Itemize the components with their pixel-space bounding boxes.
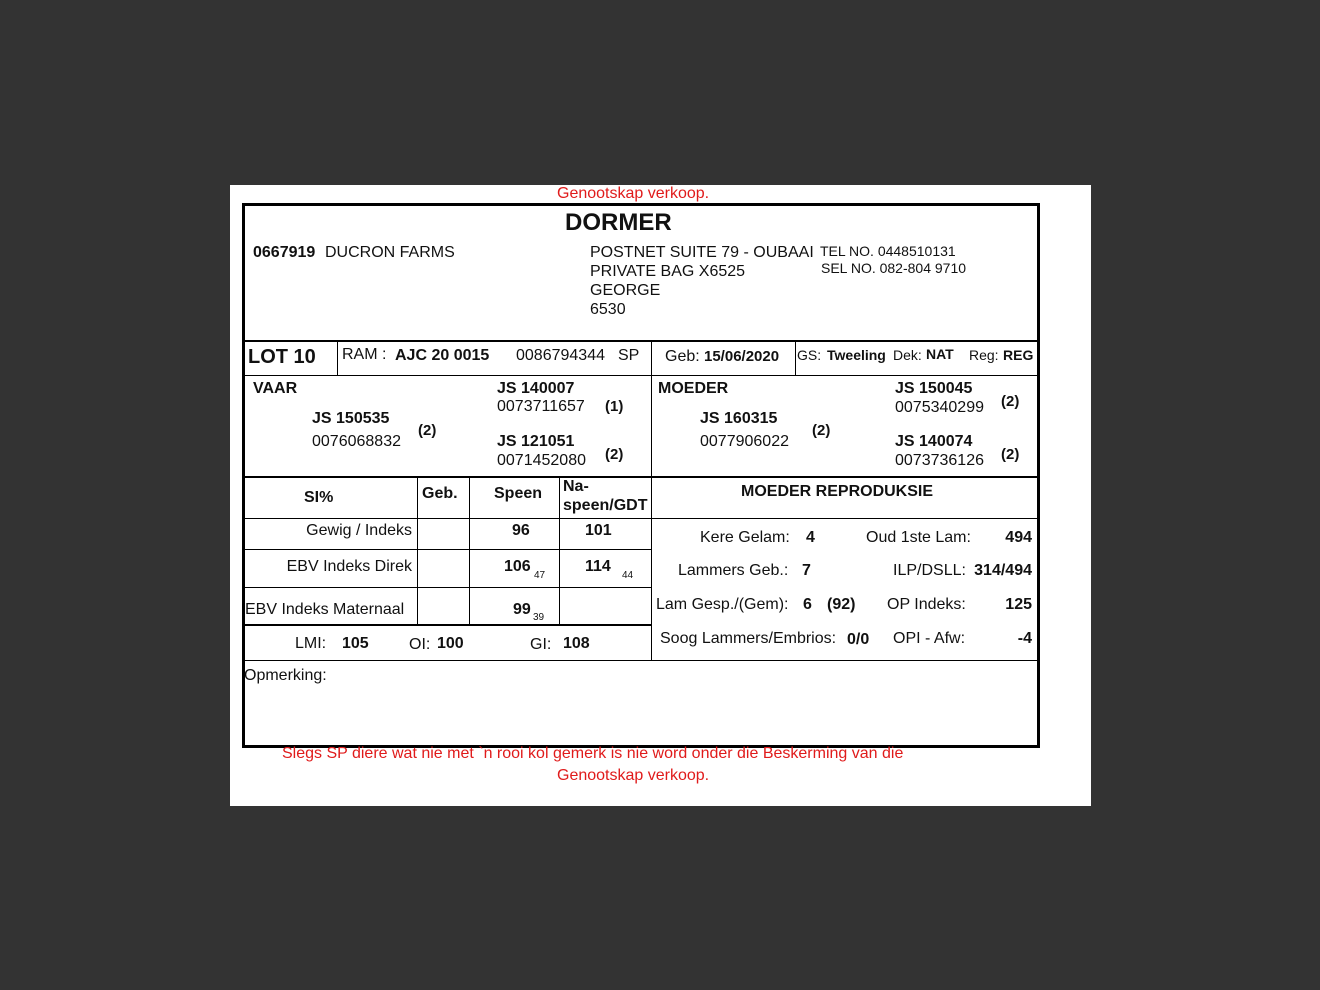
si-header-geb: Geb.	[422, 485, 458, 502]
ram-label: RAM :	[342, 346, 387, 363]
divider-si-header	[242, 518, 1040, 519]
gesp-label: Lam Gesp./(Gem):	[656, 596, 789, 613]
breeder-name: DUCRON FARMS	[325, 244, 455, 261]
dam-code: (2)	[812, 422, 831, 439]
sire-dam-number: 0071452080	[497, 452, 586, 469]
si-row2-naspeen-sub: 44	[622, 570, 634, 581]
op-label: OP Indeks:	[887, 596, 966, 613]
si-row2-speen: 106	[504, 558, 531, 575]
si-row1-speen: 96	[512, 522, 530, 539]
si-row3-label: EBV Indeks Maternaal	[245, 601, 405, 618]
soog-label: Soog Lammers/Embrios:	[660, 630, 837, 647]
divider-lot-top	[242, 340, 1040, 342]
gs-label: GS:	[797, 347, 822, 363]
gesp-value: 6	[803, 596, 812, 613]
lmi-label: LMI:	[295, 635, 327, 652]
si-row2-label: EBV Indeks Direk	[286, 558, 412, 575]
divider-si-row2	[242, 587, 651, 588]
divider-lmi-bottom	[242, 660, 1040, 661]
kere-value: 4	[806, 529, 815, 546]
sire-dam-code: (2)	[605, 446, 624, 463]
tel-number: TEL NO. 0448510131	[820, 243, 956, 259]
divider-lot-v3	[795, 341, 796, 375]
opi-value: -4	[1017, 630, 1032, 647]
reproduction-title: MOEDER REPRODUKSIE	[741, 483, 934, 500]
divider-lot-bottom	[242, 375, 1040, 376]
ram-id: AJC 20 0015	[395, 347, 490, 364]
ram-number: 0086794344	[516, 347, 605, 364]
si-row3-speen: 99	[513, 601, 531, 618]
ilp-value: 314/494	[974, 562, 1032, 579]
dam-dam-number: 0073736126	[895, 452, 984, 469]
breeder-number: 0667919	[253, 244, 316, 261]
gesp-gem: (92)	[827, 596, 856, 613]
sel-number: SEL NO. 082-804 9710	[821, 260, 967, 276]
address-line-3: GEORGE	[590, 282, 661, 299]
notice-top: Genootskap verkoop.	[557, 185, 710, 202]
divider-si-right	[651, 477, 652, 661]
divider-si-row3	[242, 624, 651, 626]
sire-sire-number: 0073711657	[497, 398, 585, 415]
kere-label: Kere Gelam:	[700, 529, 790, 546]
sire-sire-code: (1)	[605, 398, 624, 415]
dam-number: 0077906022	[700, 433, 789, 450]
divider-lot-v2	[651, 341, 652, 375]
oi-value: 100	[437, 635, 464, 652]
sire-number: 0076068832	[312, 433, 401, 450]
si-row3-speen-sub: 39	[533, 612, 545, 623]
gi-value: 108	[563, 635, 590, 652]
lammers-label: Lammers Geb.:	[678, 562, 789, 579]
divider-si-v2	[469, 478, 470, 625]
ram-class: SP	[618, 347, 640, 364]
opi-label: OPI - Afw:	[893, 630, 966, 647]
oud-label: Oud 1ste Lam:	[866, 529, 971, 546]
oud-value: 494	[1005, 529, 1032, 546]
remark-label: Opmerking:	[244, 667, 327, 684]
gs-value: Tweeling	[827, 347, 886, 363]
lot-number: LOT 10	[248, 346, 316, 368]
si-header-si: SI%	[304, 489, 334, 506]
dek-label: Dek:	[893, 347, 922, 363]
sire-id: JS 150535	[312, 410, 390, 427]
dam-sire-code: (2)	[1001, 393, 1020, 410]
geb-date: 15/06/2020	[704, 348, 780, 365]
lot-card	[230, 185, 1091, 806]
op-value: 125	[1005, 596, 1032, 613]
reg-value: REG	[1003, 347, 1034, 363]
notice-bottom-line-1: Slegs SP diere wat nie met `n rooi kol gemerk is nie word onder die Beskerming van die	[282, 745, 904, 762]
si-row2-naspeen: 114	[585, 558, 611, 575]
divider-lot-v1	[337, 341, 338, 375]
sire-code: (2)	[418, 422, 437, 439]
divider-si-v3	[559, 478, 560, 625]
si-header-naspeen: Na- speen/GDT	[563, 478, 648, 514]
divider-si-v1	[417, 478, 418, 625]
geb-label: Geb:	[665, 348, 700, 365]
moeder-label: MOEDER	[658, 380, 729, 397]
dam-dam-id: JS 140074	[895, 433, 973, 450]
lmi-value: 105	[342, 635, 369, 652]
si-row2-speen-sub: 47	[534, 570, 546, 581]
oi-label: OI:	[409, 636, 431, 653]
gi-label: GI:	[530, 636, 552, 653]
dam-dam-code: (2)	[1001, 446, 1020, 463]
si-row1-label: Gewig / Indeks	[306, 522, 412, 539]
dam-sire-number: 0075340299	[895, 399, 984, 416]
reg-label: Reg:	[969, 347, 999, 363]
notice-bottom-line-2: Genootskap verkoop.	[557, 767, 710, 784]
ilp-label: ILP/DSLL:	[893, 562, 966, 579]
breed-title: DORMER	[565, 209, 672, 236]
lammers-value: 7	[802, 562, 811, 579]
dam-id: JS 160315	[700, 410, 778, 427]
address-line-2: PRIVATE BAG X6525	[590, 263, 746, 280]
si-row1-naspeen: 101	[585, 522, 612, 539]
divider-si-row1	[242, 549, 651, 550]
dek-value: NAT	[926, 346, 954, 362]
soog-value: 0/0	[847, 631, 870, 648]
address-line-1: POSTNET SUITE 79 - OUBAAI	[590, 244, 814, 261]
sire-sire-id: JS 140007	[497, 380, 575, 397]
si-header-speen: Speen	[494, 485, 543, 502]
sire-dam-id: JS 121051	[497, 433, 575, 450]
dam-sire-id: JS 150045	[895, 380, 973, 397]
divider-pedigree-v	[651, 375, 652, 477]
vaar-label: VAAR	[253, 380, 298, 397]
frame-top	[242, 203, 1040, 206]
address-line-4: 6530	[590, 301, 626, 318]
